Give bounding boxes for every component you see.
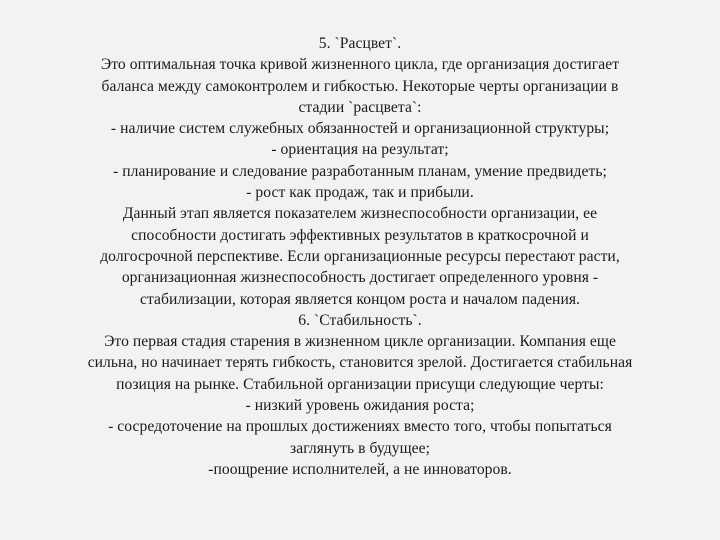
- list-item: - низкий уровень ожидания роста;: [245, 397, 475, 415]
- text-line: способности достигать эффективных результатов в краткосрочной и: [131, 226, 589, 244]
- list-item: - наличие систем служебных обязанностей и организационной структуры;: [110, 120, 610, 138]
- text-line: стабилизации, которая является концом роста и началом падения.: [139, 290, 581, 308]
- text-line: позиция на рынке. Стабильной организации присущи следующие черты:: [116, 375, 604, 393]
- list-item: - рост как продаж, так и прибыли.: [246, 184, 474, 202]
- section-heading-stability: 6. `Стабильность`.: [298, 311, 422, 329]
- list-item-continuation: заглянуть в будущее;: [290, 439, 430, 457]
- text-line: Это оптимальная точка кривой жизненного цикла, где организация достигает: [100, 56, 620, 74]
- list-item: - сосредоточение на прошлых достижениях вместо того, чтобы попытаться: [108, 418, 612, 436]
- section-heading-bloom: 5. `Расцвет`.: [318, 35, 402, 52]
- list-item: -поощрение исполнителей, а не инноваторов.: [208, 460, 512, 478]
- list-item: - планирование и следование разработанным планам, умение предвидеть;: [113, 162, 607, 180]
- text-line: долгосрочной перспективе. Если организационные ресурсы перестают расти,: [100, 247, 620, 265]
- text-line: Это первая стадия старения в жизненном цикле организации. Компания еще: [104, 333, 616, 351]
- document-body: [0, 33, 720, 480]
- text-line: Данный этап является показателем жизнеспособности организации, ее: [122, 205, 598, 223]
- text-line: стадии `расцвета`:: [298, 98, 422, 116]
- text-line: организационная жизнеспособность достигает определенного уровня -: [121, 269, 599, 287]
- text-line: сильна, но начинает терять гибкость, становится зрелой. Достигается стабильная: [87, 354, 633, 372]
- list-item: - ориентация на результат;: [271, 141, 449, 159]
- text-line: баланса между самоконтролем и гибкостью. Некоторые черты организации в: [101, 77, 619, 95]
